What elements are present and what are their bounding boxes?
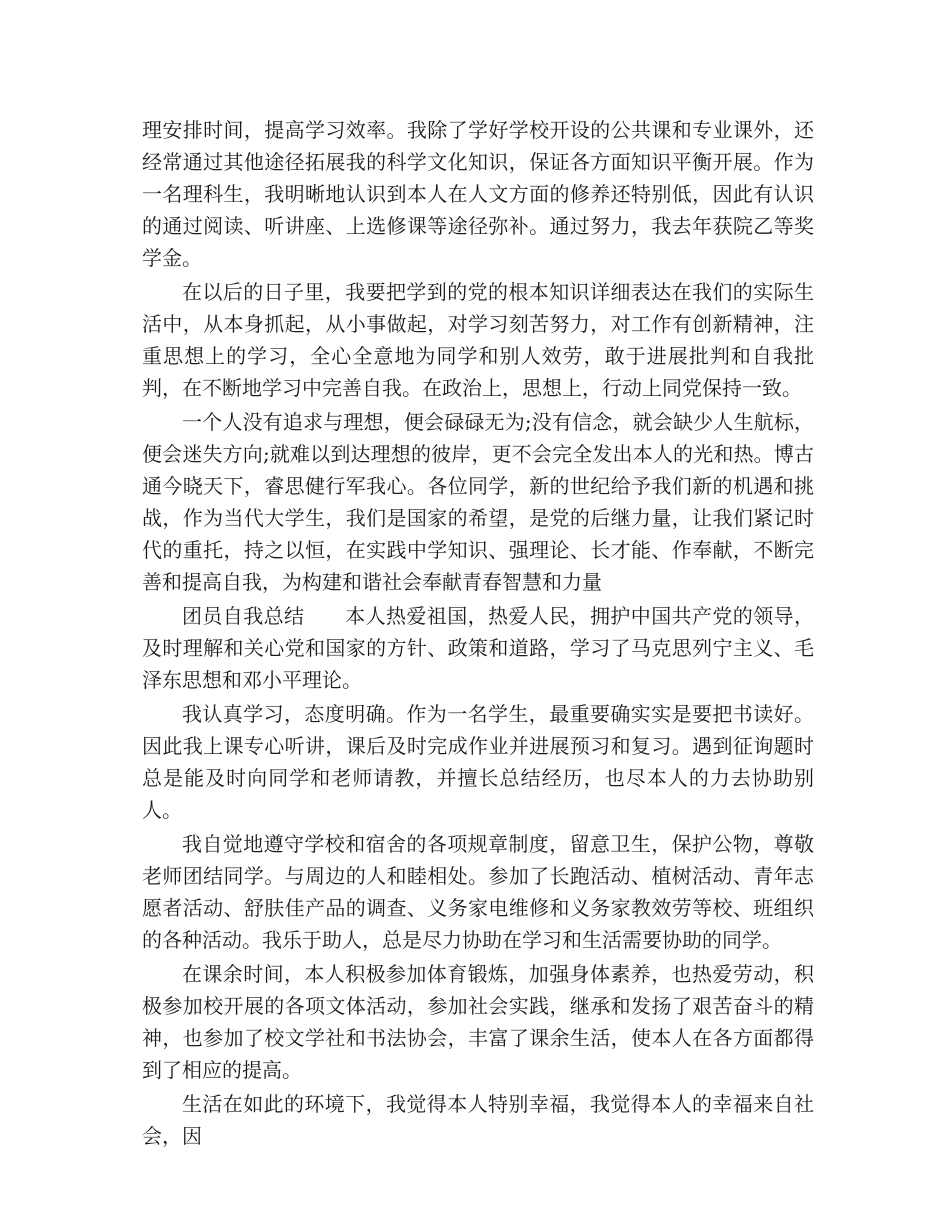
paragraph-1: 理安排时间，提高学习效率。我除了学好学校开设的公共课和专业课外，还经常通过其他途径拓展我的科学文化知识，保证各方面知识平衡开展。作为一名理科生，我明晰地认识到本人在人文方面的修养还特别低，因此有认识的通过阅读、听讲座、上选修课等途径弥补。通过努力，我去年获院乙等奖学金。	[142, 118, 814, 270]
paragraph-7: 在课余时间，本人积极参加体育锻炼，加强身体素养，也热爱劳动，积极参加校开展的各项文体活动，参加社会实践，继承和发扬了艰苦奋斗的精神，也参加了校文学社和书法协会，丰富了课余生活，使本人在各方面都得到了相应的提高。	[142, 962, 814, 1082]
document-body	[142, 114, 814, 1154]
paragraph-5: 我认真学习，态度明确。作为一名学生，最重要确实实是要把书读好。因此我上课专心听讲，课后及时完成作业并进展预习和复习。遇到征询题时总是能及时向同学和老师请教，并擅长总结经历，也尽本人的力去协助别人。	[142, 702, 814, 822]
paragraph-2: 在以后的日子里，我要把学到的党的根本知识详细表达在我们的实际生活中，从本身抓起，从小事做起，对学习刻苦努力，对工作有创新精神，注重思想上的学习，全心全意地为同学和别人效劳，敢于进展批判和自我批判，在不断地学习中完善自我。在政治上，思想上，行动上同党保持一致。	[142, 280, 814, 400]
paragraph-6: 我自觉地遵守学校和宿舍的各项规章制度，留意卫生，保护公物，尊敬老师团结同学。与周边的人和睦相处。参加了长跑活动、植树活动、青年志愿者活动、舒肤佳产品的调查、义务家电维修和义务家教效劳等校、班组织的各种活动。我乐于助人，总是尽力协助在学习和生活需要协助的同学。	[142, 832, 814, 952]
paragraph-4: 团员自我总结 本人热爱祖国，热爱人民，拥护中国共产党的领导，及时理解和关心党和国家的方针、政策和道路，学习了马克思列宁主义、毛泽东思想和邓小平理论。	[142, 604, 814, 692]
paragraph-3: 一个人没有追求与理想，便会碌碌无为;没有信念，就会缺少人生航标，便会迷失方向;就难以到达理想的彼岸，更不会完全发出本人的光和热。博古通今晓天下，睿思健行军我心。各位同学，新的世纪给予我们新的机遇和挑战，作为当代大学生，我们是国家的希望，是党的后继力量，让我们紧记时代的重托，持之以恒，在实践中学知识、强理论、长才能、作奉献，不断完善和提高自我，为构建和谐社会奉献青春智慧和力量	[142, 410, 814, 594]
paragraph-8: 生活在如此的环境下，我觉得本人特别幸福，我觉得本人的幸福来自社会，因	[142, 1092, 814, 1148]
